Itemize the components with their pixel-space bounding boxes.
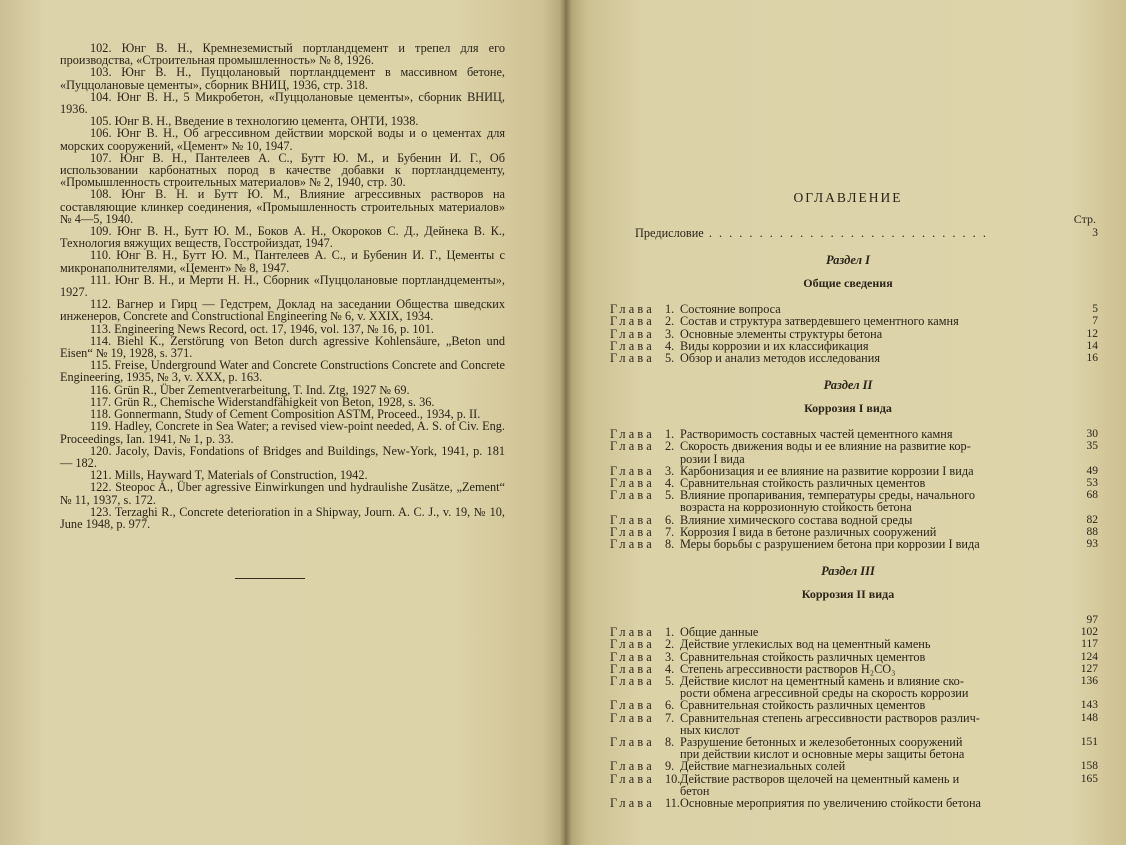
reference-entry: 111. Юнг В. Н., и Мерти Н. Н., Сборник «Пуццолановые портландцементы», 1927. — [60, 272, 505, 300]
toc-chapter-row — [610, 637, 1098, 652]
chapter-number: 10. — [665, 771, 681, 786]
chapter-title-line: Сравнительная стойкость различных цементов — [680, 698, 926, 713]
reference-entry: 118. Gonnermann, Study of Cement Composition ASTM, Proceed., 1934, p. II. — [90, 407, 481, 422]
chapter-word: Глава — [610, 488, 655, 503]
chapter-number: 1. — [665, 427, 675, 442]
toc-sections — [610, 253, 1098, 811]
chapter-word: Глава — [610, 637, 655, 652]
chapter-page: 16 — [1086, 352, 1098, 365]
section-title: Раздел I — [826, 253, 870, 268]
chapter-word: Глава — [610, 759, 655, 774]
reference-entry: 103. Юнг В. Н., Пуццолановый портландцемент в массивном бетоне, «Пуццолановые цементы», сборник ВНИЦ, 1936, стр. 318. — [60, 65, 505, 92]
chapter-title-line: Меры борьбы с разрушением бетона при коррозии I вида — [680, 537, 980, 552]
chapter-page: 165 — [1080, 772, 1098, 785]
chapter-number: 11. — [665, 796, 680, 811]
reference-entry: 108. Юнг В. Н. и Бутт Ю. М., Влияние агрессивных растворов на составляющие клинкер соединения, «Промышленность строительных материалов» № 4—5, 1940. — [60, 187, 505, 226]
chapter-title-line: Сравнительная стойкость различных цементов — [680, 476, 926, 491]
reference-entry: 110. Юнг В. Н., Бутт Ю. М., Пантелеев А. С., и Бубенин И. Г., Цементы с микронаполнителями, «Цемент» № 8, 1947. — [60, 248, 505, 275]
reference-entry: 106. Юнг В. Н., Об агрессивном действии морской воды и о цементах для морских сооружений, «Цемент» № 10, 1947. — [60, 126, 505, 153]
leader-dots — [704, 226, 988, 240]
preface-page: 3 — [1092, 227, 1098, 239]
chapter-word: Глава — [610, 463, 655, 478]
reference-entry: 121. Mills, Hayward T, Materials of Construction, 1942. — [90, 468, 368, 483]
chapter-number: 4. — [665, 661, 675, 676]
toc-chapter-row — [610, 314, 1098, 329]
chapter-title-line: Основные элементы структуры бетона — [680, 326, 883, 341]
chapter-page: 117 — [1081, 638, 1098, 651]
chapter-word: Глава — [610, 338, 655, 353]
chapter-number: 9. — [665, 759, 675, 774]
chapter-number: 6. — [665, 512, 675, 527]
chapter-number: 8. — [665, 735, 675, 750]
chapter-page: 7 — [1092, 315, 1098, 328]
reference-entry: 120. Jacoly, Davis, Fondations of Bridges and Buildings, New-York, 1941, p. 181 — 182. — [60, 443, 505, 470]
chapter-page: 158 — [1080, 760, 1098, 773]
chapter-word: Глава — [610, 698, 655, 713]
chapter-title-line: Основные мероприятия по увеличению стойкости бетона — [680, 796, 982, 811]
chapter-title-line: Разрушение бетонных и железобетонных сооружений — [680, 735, 963, 750]
toc-chapter-row — [610, 698, 1098, 713]
chapter-title-line: бетон — [680, 783, 710, 798]
chapter-page: 124 — [1080, 650, 1098, 663]
chapter-word: Глава — [610, 302, 655, 317]
section-subtitle: Коррозия I вида — [804, 401, 892, 416]
chapter-word: Глава — [610, 796, 655, 811]
right-page — [565, 0, 1126, 845]
toc-chapter-row — [610, 326, 1098, 341]
chapter-title-line: Действие кислот на цементный камень и влияние ско- — [680, 674, 964, 689]
chapter-word: Глава — [610, 625, 655, 640]
section-subtitle: Общие сведения — [803, 276, 893, 291]
chapter-word: Глава — [610, 710, 655, 725]
reference-entry: 123. Terzaghi R., Concrete deterioration in a Shipway, Journ. A. C. J., v. 19, № 10, June 1948, p. 977. — [60, 504, 505, 531]
chapter-page: 14 — [1086, 339, 1098, 352]
chapter-title-line: Состав и структура затвердевшего цементного камня — [680, 314, 959, 329]
chapter-title-line: Коррозия I вида в бетоне различных сооружений — [680, 524, 937, 539]
reference-entry: 102. Юнг В. Н., Кремнеземистый портландцемент и трепел для его производства, «Строительная промышленность» № 8, 1926. — [60, 41, 505, 68]
chapter-title-line: Влияние химического состава водной среды — [680, 512, 913, 527]
reference-entry: 122. Steopoc A., Über agressive Einwirkungen und hydraulishe Zusätze, „Zement“ № 11, 1937, s. 172. — [60, 480, 505, 507]
chapter-word: Глава — [610, 524, 655, 539]
chapter-number: 5. — [665, 351, 675, 366]
chapter-page: 102 — [1080, 626, 1098, 639]
chapter-word: Глава — [610, 537, 655, 552]
toc-chapter-row — [610, 351, 1098, 366]
section-title: Раздел II — [823, 378, 873, 393]
chapter-title-line: при действии кислот и основные меры защиты бетона — [680, 747, 965, 762]
preface-title: Предисловие — [635, 226, 704, 240]
chapter-word: Глава — [610, 314, 655, 329]
chapter-title-line: Сравнительная стойкость различных цементов — [680, 649, 926, 664]
chapter-title-line: Действие магнезиальных солей — [680, 759, 846, 774]
toc-chapter-row — [610, 759, 1098, 774]
toc-chapter-row — [610, 710, 1098, 737]
chapter-number: 8. — [665, 537, 675, 552]
reference-entry: 117. Grün R., Chemische Widerstandfähigkeit von Beton, 1928, s. 36. — [90, 394, 435, 409]
chapter-page: 5 — [1092, 303, 1098, 316]
toc-chapter-row — [610, 512, 1098, 527]
chapter-title-line: Карбонизация и ее влияние на развитие коррозии I вида — [680, 463, 974, 478]
reference-entry: 105. Юнг В. Н., Введение в технологию цемента, ОНТИ, 1938. — [90, 114, 419, 129]
chapter-page: 30 — [1086, 428, 1098, 441]
chapter-page: 151 — [1080, 736, 1098, 749]
chapter-word: Глава — [610, 512, 655, 527]
chapter-word: Глава — [610, 476, 655, 491]
chapter-page: 35 — [1086, 440, 1098, 453]
reference-entry: 112. Вагнер и Гирц — Гедстрем, Доклад на заседании Общества шведских инженеров, Concrete and Constructional Engineering № 6, v. XXIX, 1934. — [60, 297, 505, 324]
chapter-page: 93 — [1086, 538, 1098, 551]
toc-chapter-row — [610, 488, 1098, 515]
chapter-number: 2. — [665, 314, 675, 329]
table-of-contents — [610, 190, 1098, 811]
reference-entry: 109. Юнг В. Н., Бутт Ю. М., Боков А. Н., Окороков С. Д., Дейнека В. К., Технология вяжущих веществ, Госстройиздат, 1947. — [60, 224, 505, 251]
chapter-word: Глава — [610, 771, 655, 786]
reference-entry: 113. Engineering News Record, oct. 17, 1946, vol. 137, № 16, p. 101. — [90, 321, 434, 336]
chapter-word: Глава — [610, 661, 655, 676]
end-rule — [235, 578, 305, 579]
chapter-number: 5. — [665, 674, 675, 689]
chapter-title-line: Растворимость составных частей цементного камня — [680, 427, 953, 442]
toc-preface — [610, 226, 1098, 240]
chapter-word: Глава — [610, 427, 655, 442]
chapter-page: 12 — [1086, 327, 1098, 340]
chapter-page: 82 — [1086, 513, 1098, 526]
chapter-number: 5. — [665, 488, 675, 503]
page-column-label: Стр. — [1073, 212, 1096, 226]
toc-chapter-row — [610, 735, 1098, 762]
chapter-title-line: Действие углекислых вод на цементный камень — [680, 637, 931, 652]
chapter-word: Глава — [610, 326, 655, 341]
chapter-number: 3. — [665, 463, 675, 478]
chapter-number: 3. — [665, 649, 675, 664]
toc-chapter-row — [610, 771, 1098, 798]
chapter-number: 1. — [665, 625, 675, 640]
chapter-word: Глава — [610, 674, 655, 689]
toc-chapter-row — [610, 674, 1098, 701]
chapter-number: 4. — [665, 476, 675, 491]
reference-entry: 115. Freise, Underground Water and Concrete Constructions Concrete and Concrete Engineering, 1935, № 3, v. XXX, p. 163. — [60, 358, 505, 385]
section-lead-page: 97 — [1086, 614, 1098, 627]
chapter-number: 2. — [665, 637, 675, 652]
chapter-title-line: возраста на коррозионную стойкость бетона — [680, 500, 912, 515]
toc-chapter-row — [610, 797, 1086, 809]
chapter-title-line: Виды коррозии и их классификация — [680, 338, 869, 353]
reference-entry: 104. Юнг В. Н., 5 Микробетон, «Пуццолановые цементы», сборник ВНИЦ, 1936. — [60, 89, 505, 117]
chapter-number: 7. — [665, 710, 675, 725]
chapter-number: 2. — [665, 439, 675, 454]
chapter-number: 3. — [665, 326, 675, 341]
chapter-word: Глава — [610, 735, 655, 750]
chapter-number: 1. — [665, 302, 675, 317]
chapter-title-line: Степень агрессивности растворов H₂CO₃ — [680, 661, 896, 676]
chapter-title-line: рости обмена агрессивной среды на скорость коррозии — [680, 686, 969, 701]
chapter-page: 88 — [1086, 525, 1098, 538]
bibliography-list — [60, 42, 505, 530]
reference-entry: 119. Hadley, Concrete in Sea Water; a revised view-point needed, A. S. of Civ. Eng. Proceedings, Ian. 1941, № 1, p. 33. — [60, 419, 505, 446]
chapter-title-line: розии I вида — [680, 451, 745, 466]
chapter-number: 6. — [665, 698, 675, 713]
chapter-page: 143 — [1080, 699, 1098, 712]
chapter-title-line: Скорость движения воды и ее влияние на развитие кор- — [680, 439, 971, 454]
chapter-title-line: Действие растворов щелочей на цементный камень и — [680, 771, 960, 786]
reference-entry: 107. Юнг В. Н., Пантелеев А. С., Бутт Ю. М., и Бубенин И. Г., Об использовании карбонатных пород в качестве добавки к портландцементу, «Промышленность строительных материалов» № 2, 1940, стр. 30. — [60, 150, 505, 190]
chapter-title-line: ных кислот — [680, 722, 740, 737]
toc-title: ОГЛАВЛЕНИЕ — [793, 190, 903, 205]
chapter-page: 136 — [1080, 675, 1098, 688]
chapter-title-line: Обзор и анализ методов исследования — [680, 351, 880, 366]
toc-chapter-row — [610, 439, 1098, 466]
toc-chapter-row — [610, 537, 1098, 552]
chapter-word: Глава — [610, 649, 655, 664]
chapter-page: 148 — [1080, 711, 1098, 724]
chapter-page: 68 — [1086, 489, 1098, 502]
chapter-word: Глава — [610, 439, 655, 454]
reference-entry: 114. Biehl K., Zerstörung von Beton durch agressive Kohlensäure, „Beton und Eisen“ № 19, 1928, s. 371. — [60, 333, 505, 361]
section-title: Раздел III — [821, 564, 875, 579]
section-subtitle: Коррозия II вида — [801, 587, 895, 602]
chapter-word: Глава — [610, 351, 655, 366]
chapter-title-line: Влияние пропаривания, температуры среды, начального — [680, 488, 975, 503]
chapter-page: 127 — [1080, 662, 1098, 675]
reference-entry: 116. Grün R., Über Zementverarbeitung, T. Ind. Ztg, 1927 № 69. — [90, 382, 410, 397]
book-gutter — [560, 0, 572, 845]
chapter-page: 49 — [1086, 464, 1098, 477]
chapter-title-line: Состояние вопроса — [680, 302, 781, 317]
chapter-title-line: Сравнительная степень агрессивности растворов различ- — [680, 710, 980, 725]
chapter-title-line: Общие данные — [680, 625, 759, 640]
chapter-number: 7. — [665, 524, 675, 539]
chapter-number: 4. — [665, 338, 675, 353]
chapter-page: 53 — [1086, 477, 1098, 490]
